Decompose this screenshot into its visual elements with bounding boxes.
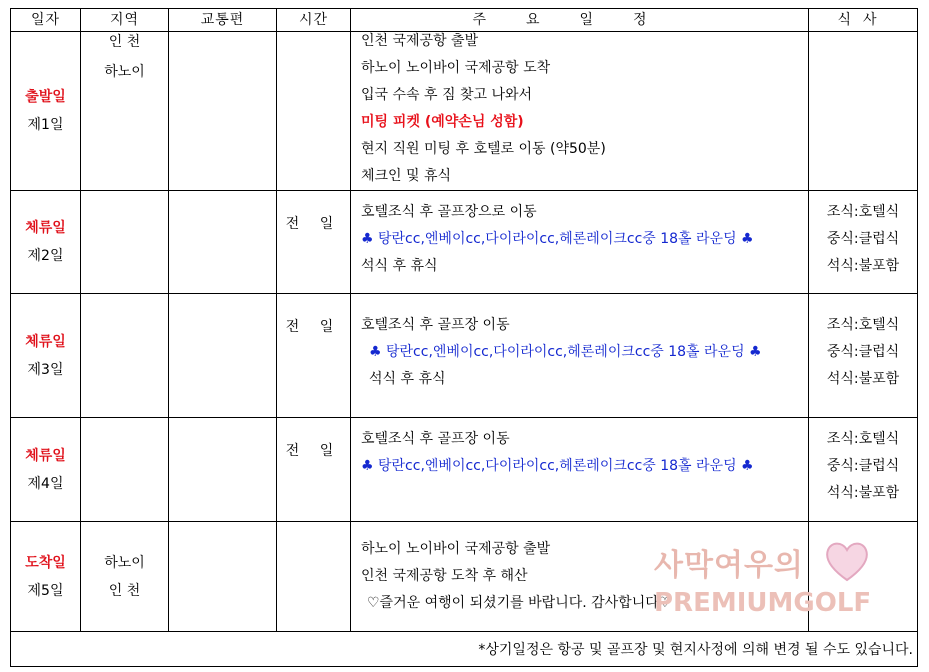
schedule-line: 인천 국제공항 출발 — [361, 33, 479, 49]
region-line: 하노이 — [104, 64, 145, 80]
region-line: 인 천 — [108, 582, 141, 599]
meal-breakfast: 조식:호텔식 — [826, 431, 900, 447]
schedule-line-courses: ♣ 탕란cc,엔베이cc,다이라이cc,헤론레이크cc중 18홀 라운딩 ♣ — [369, 344, 762, 360]
day-cell — [11, 418, 81, 522]
day-row — [11, 522, 918, 632]
time-cell: 전 일 — [277, 418, 351, 522]
day-type: 체류일 — [25, 447, 66, 464]
schedule-line: 인천 국제공항 도착 후 해산 — [361, 568, 528, 584]
meal-cell — [809, 191, 918, 294]
meal-cell — [809, 32, 918, 191]
region-cell — [81, 418, 169, 522]
transport-cell — [169, 418, 277, 522]
time-cell: 전 일 — [277, 294, 351, 418]
region-line: 하노이 — [104, 554, 145, 571]
schedule-line: 호텔조식 후 골프장 이동 — [361, 431, 510, 447]
day-cell — [11, 32, 81, 191]
day-cell — [11, 522, 81, 632]
time-cell — [277, 522, 351, 632]
day-cell — [11, 294, 81, 418]
meal-dinner: 석식:불포함 — [826, 371, 900, 387]
header-meals: 식사 — [809, 9, 918, 32]
region-cell — [81, 191, 169, 294]
itinerary-table — [10, 8, 918, 667]
day-number: 제2일 — [27, 248, 64, 264]
meal-breakfast: 조식:호텔식 — [826, 317, 900, 333]
meal-dinner: 석식:불포함 — [826, 485, 900, 501]
schedule-cell — [351, 522, 809, 632]
day-row — [11, 294, 918, 418]
watermark-line1: 사막여우의 — [654, 548, 804, 583]
schedule-line-courses: ♣ 탕란cc,엔베이cc,다이라이cc,헤론레이크cc중 18홀 라운딩 ♣ — [361, 458, 754, 474]
day-type: 도착일 — [25, 554, 66, 571]
meal-cell — [809, 294, 918, 418]
schedule-line-highlight: 미팅 피켓 (예약손님 성함) — [361, 114, 524, 130]
day-cell — [11, 191, 81, 294]
schedule-cell — [351, 294, 809, 418]
header-day: 일자 — [11, 9, 81, 32]
meal-dinner: 석식:불포함 — [826, 258, 900, 274]
region-cell — [81, 522, 169, 632]
schedule-line: 하노이 노이바이 국제공항 출발 — [361, 541, 551, 557]
day-type: 체류일 — [25, 333, 66, 350]
header-transport: 교통편 — [169, 9, 277, 32]
meal-cell — [809, 418, 918, 522]
header-region: 지역 — [81, 9, 169, 32]
region-cell — [81, 294, 169, 418]
schedule-line: 하노이 노이바이 국제공항 도착 — [361, 60, 551, 76]
meal-breakfast: 조식:호텔식 — [826, 204, 900, 220]
schedule-line: 호텔조식 후 골프장으로 이동 — [361, 204, 537, 220]
schedule-line: ♡즐거운 여행이 되셨기를 바랍니다. 감사합니다♡ — [367, 595, 672, 611]
meal-cell — [809, 522, 918, 632]
transport-cell — [169, 522, 277, 632]
day-number: 제5일 — [27, 582, 64, 599]
meal-lunch: 중식:클럽식 — [826, 458, 900, 474]
watermark-line2: PREMIUMGOLF — [654, 588, 872, 618]
schedule-cell — [351, 32, 809, 191]
time-cell — [277, 32, 351, 191]
transport-cell — [169, 191, 277, 294]
day-type: 체류일 — [25, 220, 66, 236]
day-number: 제3일 — [27, 361, 64, 378]
transport-cell — [169, 294, 277, 418]
footnote: *상기일정은 항공 및 골프장 및 현지사정에 의해 변경 될 수도 있습니다. — [11, 632, 918, 667]
day-row — [11, 418, 918, 522]
schedule-line: 입국 수속 후 짐 찾고 나와서 — [361, 87, 533, 103]
time-cell: 전 일 — [277, 191, 351, 294]
schedule-line: 체크인 및 휴식 — [361, 168, 452, 184]
header-time: 시간 — [277, 9, 351, 32]
day-number: 제4일 — [27, 475, 64, 492]
schedule-cell — [351, 191, 809, 294]
schedule-line: 현지 직원 미팅 후 호텔로 이동 (약50분) — [361, 141, 606, 157]
meal-lunch: 중식:클럽식 — [826, 344, 900, 360]
day-row — [11, 32, 918, 191]
schedule-line: 호텔조식 후 골프장 이동 — [361, 317, 510, 333]
schedule-line: 석식 후 휴식 — [361, 258, 438, 274]
header-schedule: 주요일정 — [351, 9, 809, 32]
day-row — [11, 191, 918, 294]
meal-lunch: 중식:클럽식 — [826, 231, 900, 247]
day-number: 제1일 — [27, 117, 64, 133]
day-type: 출발일 — [25, 89, 66, 105]
transport-cell — [169, 32, 277, 191]
schedule-cell — [351, 418, 809, 522]
region-line: 인 천 — [108, 34, 141, 50]
footnote-row — [11, 632, 918, 667]
region-cell — [81, 32, 169, 191]
schedule-line: 석식 후 휴식 — [369, 371, 446, 387]
schedule-line-courses: ♣ 탕란cc,엔베이cc,다이라이cc,헤론레이크cc중 18홀 라운딩 ♣ — [361, 231, 754, 247]
